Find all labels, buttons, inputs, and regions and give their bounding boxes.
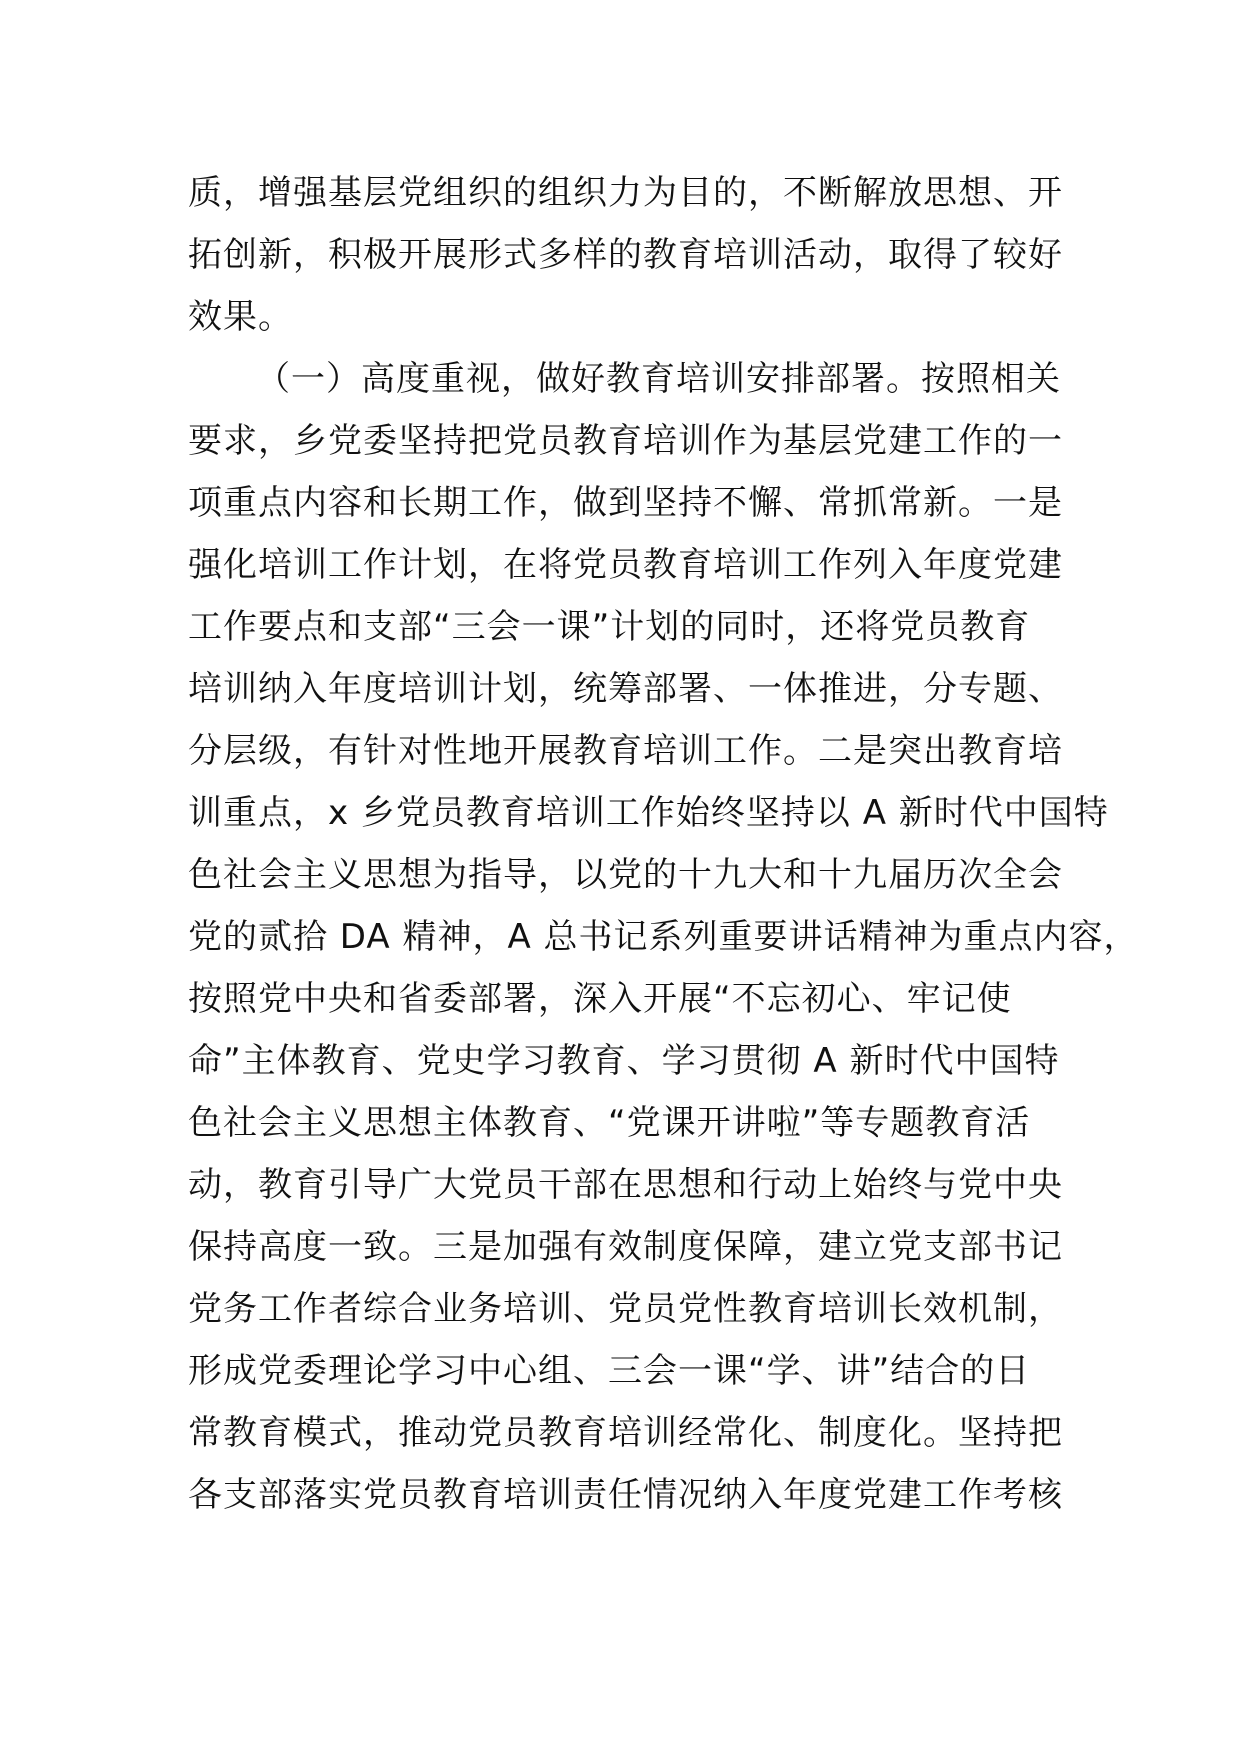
- text-line: 党的贰拾 DA 精神，A 总书记系列重要讲话精神为重点内容，: [188, 917, 1139, 957]
- text-line: 命”主体教育、党史学习教育、学习贯彻 A 新时代中国特: [188, 1041, 1060, 1081]
- text-line: 色社会主义思想为指导，以党的十九大和十九届历次全会: [188, 855, 1063, 895]
- text-line: 效果。: [188, 297, 293, 337]
- body-text: [188, 162, 1139, 1526]
- text-line: 常教育模式，推动党员教育培训经常化、制度化。坚持把: [188, 1413, 1063, 1453]
- text-line: 保持高度一致。三是加强有效制度保障，建立党支部书记: [188, 1227, 1063, 1267]
- section-heading-line: （一）高度重视，做好教育培训安排部署。按照相关: [256, 359, 1061, 399]
- text-line: 形成党委理论学习中心组、三会一课“学、讲”结合的日: [188, 1351, 1031, 1391]
- text-line: 质，增强基层党组织的组织力为目的，不断解放思想、开: [188, 173, 1063, 213]
- text-line: 党务工作者综合业务培训、党员党性教育培训长效机制，: [188, 1289, 1063, 1329]
- text-line: 动，教育引导广大党员干部在思想和行动上始终与党中央: [188, 1165, 1063, 1205]
- text-line: 拓创新，积极开展形式多样的教育培训活动，取得了较好: [188, 235, 1063, 275]
- text-line: 项重点内容和长期工作，做到坚持不懈、常抓常新。一是: [188, 483, 1063, 523]
- text-line: 色社会主义思想主体教育、“党课开讲啦”等专题教育活: [188, 1103, 1031, 1143]
- text-line: 按照党中央和省委部署，深入开展“不忘初心、牢记使: [188, 979, 1012, 1019]
- text-line: 要求，乡党委坚持把党员教育培训作为基层党建工作的一: [188, 421, 1063, 461]
- text-line: 培训纳入年度培训计划，统筹部署、一体推进，分专题、: [188, 669, 1063, 709]
- text-line: 分层级，有针对性地开展教育培训工作。二是突出教育培: [188, 731, 1063, 771]
- text-line: 强化培训工作计划，在将党员教育培训工作列入年度党建: [188, 545, 1063, 585]
- text-line: 各支部落实党员教育培训责任情况纳入年度党建工作考核: [188, 1475, 1063, 1515]
- text-line: 训重点，x 乡党员教育培训工作始终坚持以 A 新时代中国特: [188, 793, 1109, 833]
- text-line: 工作要点和支部“三会一课”计划的同时，还将党员教育: [188, 607, 1031, 647]
